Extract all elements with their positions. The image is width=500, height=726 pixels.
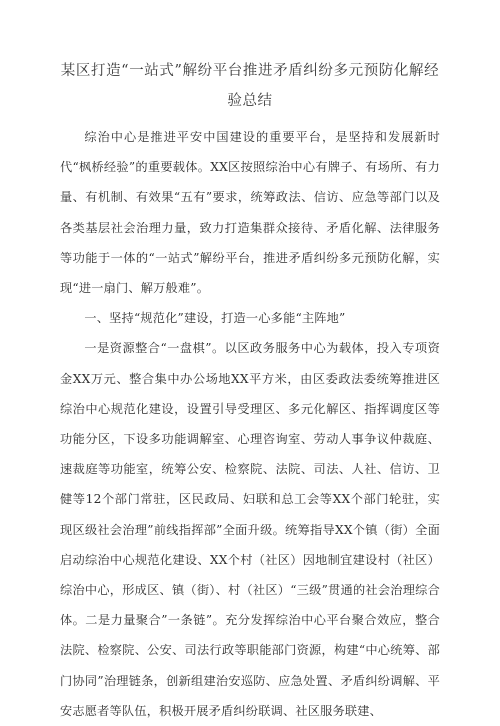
section-heading: 一、坚持“规范化”建设，打造一心多能“主阵地” — [84, 311, 346, 326]
section-paragraph: 一是资源整合“一盘棋”。以区政务服务中心为载体，投入专项资金XX万元、整合集中办公场地XX平方米，由区委政法委统筹推进区综治中心规范化建设，设置引导受理区、多元化解区、指挥调度区等功能分区，下设多功能调解室、心理咨询室、劳动人事争议仲裁庭、速裁庭等功能室，统筹公安、检察院、法院、司法、人社、信访、卫健等12个部门常驻，区民政局、妇联和总工会等XX个部门轮驻，实现区级社会治理”前线指挥部”全面升级。统筹指导XX个镇（街）全面启动综治中心规范化建设、XX个村（社区）因地制宜建设村（社区）综治中心，形成区、镇（街）、村（社区）“三级”贯通的社会治理综合体。二是力量聚合”一条链”。充分发挥综治中心平台聚合效应，整合法院、检察院、公安、司法行政等职能部门资源，构建“中心统筹、部门协同”治理链条，创新组建治安巡防、应急处置、矛盾纠纷调解、平安志愿者等队伍，积极开展矛盾纠纷联调、社区服务联建、 — [60, 341, 440, 718]
title-line-1: 某区打造“一站式”解纷平台推进矛盾纠纷多元预防化解经 — [60, 63, 440, 79]
title-line-2: 验总结 — [227, 93, 273, 109]
document-body — [60, 122, 440, 726]
document-title — [60, 56, 440, 116]
intro-paragraph: 综治中心是推进平安中国建设的重要平台，是坚持和发展新时代“枫桥经验”的重要载体。XX区按照综治中心有牌子、有场所、有力量、有机制、有效果“五有”要求，统筹政法、信访、应急等部门以及各类基层社会治理力量，致力打造集群众接待、矛盾化解、法律服务等功能于一体的“一站式”解纷平台，推进矛盾纠纷多元预防化解，实现“进一扇门、解万般难”。 — [60, 130, 440, 296]
